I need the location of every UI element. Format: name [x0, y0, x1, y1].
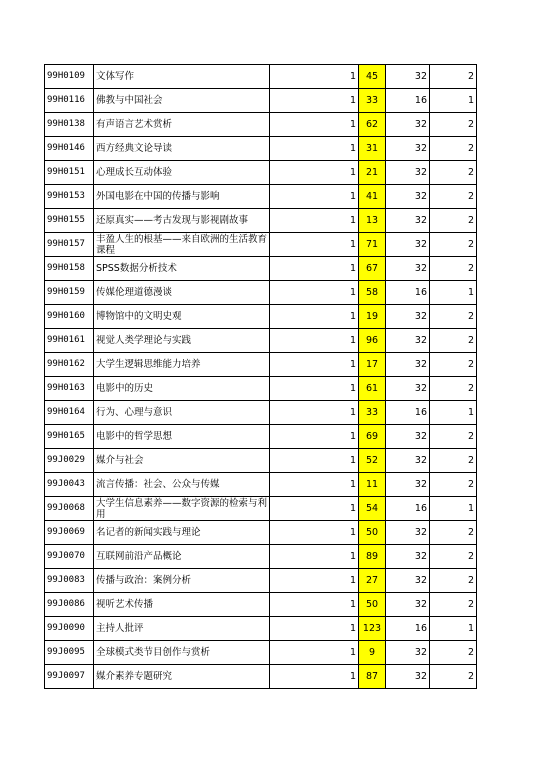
- hours-cell[interactable]: 32: [386, 593, 430, 617]
- table-row[interactable]: [45, 497, 477, 521]
- table-row[interactable]: [45, 137, 477, 161]
- table-row[interactable]: [45, 617, 477, 641]
- course-code-cell[interactable]: 99H0159: [45, 281, 94, 305]
- hours-cell[interactable]: 16: [386, 617, 430, 641]
- hours-cell[interactable]: 32: [386, 65, 430, 89]
- count-cell[interactable]: 1: [270, 377, 359, 401]
- credits-cell[interactable]: 2: [430, 209, 477, 233]
- table-row[interactable]: [45, 161, 477, 185]
- enrollment-cell[interactable]: 11: [359, 473, 386, 497]
- credits-cell[interactable]: 2: [430, 593, 477, 617]
- course-code-cell[interactable]: 99H0158: [45, 257, 94, 281]
- course-name-cell[interactable]: 电影中的历史: [94, 377, 270, 401]
- course-code-cell[interactable]: 99J0086: [45, 593, 94, 617]
- course-name-cell[interactable]: 西方经典文论导读: [94, 137, 270, 161]
- table-row[interactable]: [45, 473, 477, 497]
- course-code-cell[interactable]: 99H0153: [45, 185, 94, 209]
- course-code-cell[interactable]: 99H0155: [45, 209, 94, 233]
- enrollment-cell[interactable]: 54: [359, 497, 386, 521]
- hours-cell[interactable]: 32: [386, 569, 430, 593]
- table-row[interactable]: [45, 209, 477, 233]
- hours-cell[interactable]: 16: [386, 401, 430, 425]
- course-code-cell[interactable]: 99H0151: [45, 161, 94, 185]
- credits-cell[interactable]: 2: [430, 113, 477, 137]
- table-row[interactable]: [45, 545, 477, 569]
- hours-cell[interactable]: 32: [386, 665, 430, 689]
- count-cell[interactable]: 1: [270, 137, 359, 161]
- hours-cell[interactable]: 32: [386, 209, 430, 233]
- course-name-cell[interactable]: 互联网前沿产品概论: [94, 545, 270, 569]
- enrollment-cell[interactable]: 69: [359, 425, 386, 449]
- enrollment-cell[interactable]: 21: [359, 161, 386, 185]
- enrollment-cell[interactable]: 27: [359, 569, 386, 593]
- course-name-cell[interactable]: 媒介素养专题研究: [94, 665, 270, 689]
- enrollment-cell[interactable]: 87: [359, 665, 386, 689]
- count-cell[interactable]: 1: [270, 113, 359, 137]
- hours-cell[interactable]: 32: [386, 353, 430, 377]
- hours-cell[interactable]: 32: [386, 425, 430, 449]
- course-code-cell[interactable]: 99J0083: [45, 569, 94, 593]
- hours-cell[interactable]: 32: [386, 185, 430, 209]
- enrollment-cell[interactable]: 13: [359, 209, 386, 233]
- count-cell[interactable]: 1: [270, 209, 359, 233]
- count-cell[interactable]: 1: [270, 161, 359, 185]
- enrollment-cell[interactable]: 67: [359, 257, 386, 281]
- count-cell[interactable]: 1: [270, 257, 359, 281]
- course-code-cell[interactable]: 99H0157: [45, 233, 94, 257]
- count-cell[interactable]: 1: [270, 65, 359, 89]
- hours-cell[interactable]: 16: [386, 281, 430, 305]
- hours-cell[interactable]: 32: [386, 137, 430, 161]
- table-row[interactable]: [45, 113, 477, 137]
- course-name-cell[interactable]: 传媒伦理道德漫谈: [94, 281, 270, 305]
- enrollment-cell[interactable]: 52: [359, 449, 386, 473]
- course-name-cell[interactable]: 流言传播：社会、公众与传媒: [94, 473, 270, 497]
- table-row[interactable]: [45, 233, 477, 257]
- course-name-cell[interactable]: 佛教与中国社会: [94, 89, 270, 113]
- table-row[interactable]: [45, 281, 477, 305]
- table-row[interactable]: [45, 257, 477, 281]
- table-row[interactable]: [45, 89, 477, 113]
- count-cell[interactable]: 1: [270, 473, 359, 497]
- credits-cell[interactable]: 2: [430, 425, 477, 449]
- course-name-cell[interactable]: 电影中的哲学思想: [94, 425, 270, 449]
- hours-cell[interactable]: 16: [386, 497, 430, 521]
- count-cell[interactable]: 1: [270, 401, 359, 425]
- enrollment-cell[interactable]: 31: [359, 137, 386, 161]
- course-code-cell[interactable]: 99J0095: [45, 641, 94, 665]
- count-cell[interactable]: 1: [270, 281, 359, 305]
- table-row[interactable]: [45, 665, 477, 689]
- credits-cell[interactable]: 2: [430, 473, 477, 497]
- count-cell[interactable]: 1: [270, 521, 359, 545]
- credits-cell[interactable]: 1: [430, 497, 477, 521]
- credits-cell[interactable]: 2: [430, 329, 477, 353]
- course-name-cell[interactable]: 名记者的新闻实践与理论: [94, 521, 270, 545]
- count-cell[interactable]: 1: [270, 665, 359, 689]
- count-cell[interactable]: 1: [270, 593, 359, 617]
- enrollment-cell[interactable]: 41: [359, 185, 386, 209]
- table-row[interactable]: [45, 353, 477, 377]
- course-name-cell[interactable]: 丰盈人生的根基——来自欧洲的生活教育课程: [94, 233, 270, 257]
- credits-cell[interactable]: 2: [430, 65, 477, 89]
- course-name-cell[interactable]: 还原真实——考古发现与影视剧故事: [94, 209, 270, 233]
- count-cell[interactable]: 1: [270, 425, 359, 449]
- credits-cell[interactable]: 2: [430, 257, 477, 281]
- course-code-cell[interactable]: 99J0068: [45, 497, 94, 521]
- enrollment-cell[interactable]: 50: [359, 593, 386, 617]
- credits-cell[interactable]: 2: [430, 185, 477, 209]
- table-row[interactable]: [45, 449, 477, 473]
- course-table-body: [45, 65, 477, 689]
- hours-cell[interactable]: 32: [386, 473, 430, 497]
- hours-cell[interactable]: 32: [386, 449, 430, 473]
- credits-cell[interactable]: 2: [430, 233, 477, 257]
- course-code-cell[interactable]: 99J0097: [45, 665, 94, 689]
- count-cell[interactable]: 1: [270, 185, 359, 209]
- enrollment-cell[interactable]: 19: [359, 305, 386, 329]
- table-row[interactable]: [45, 377, 477, 401]
- table-row[interactable]: [45, 185, 477, 209]
- enrollment-cell[interactable]: 33: [359, 89, 386, 113]
- credits-cell[interactable]: 2: [430, 521, 477, 545]
- table-row[interactable]: [45, 401, 477, 425]
- course-name-cell[interactable]: 全球模式类节目创作与赏析: [94, 641, 270, 665]
- course-code-cell[interactable]: 99H0109: [45, 65, 94, 89]
- hours-cell[interactable]: 32: [386, 113, 430, 137]
- enrollment-cell[interactable]: 62: [359, 113, 386, 137]
- table-row[interactable]: [45, 569, 477, 593]
- credits-cell[interactable]: 2: [430, 665, 477, 689]
- course-name-cell[interactable]: 媒介与社会: [94, 449, 270, 473]
- course-name-cell[interactable]: 大学生逻辑思维能力培养: [94, 353, 270, 377]
- course-code-cell[interactable]: 99H0160: [45, 305, 94, 329]
- hours-cell[interactable]: 32: [386, 545, 430, 569]
- course-code-cell[interactable]: 99J0043: [45, 473, 94, 497]
- course-name-cell[interactable]: 行为、心理与意识: [94, 401, 270, 425]
- course-code-cell[interactable]: 99H0164: [45, 401, 94, 425]
- hours-cell[interactable]: 32: [386, 521, 430, 545]
- hours-cell[interactable]: 32: [386, 305, 430, 329]
- course-name-cell[interactable]: 大学生信息素养——数字资源的检索与利用: [94, 497, 270, 521]
- hours-cell[interactable]: 32: [386, 641, 430, 665]
- course-table: [44, 64, 477, 689]
- course-code-cell[interactable]: 99J0029: [45, 449, 94, 473]
- course-name-cell[interactable]: 主持人批评: [94, 617, 270, 641]
- course-code-cell[interactable]: 99H0146: [45, 137, 94, 161]
- credits-cell[interactable]: 2: [430, 305, 477, 329]
- count-cell[interactable]: 1: [270, 497, 359, 521]
- count-cell[interactable]: 1: [270, 305, 359, 329]
- table-row[interactable]: [45, 425, 477, 449]
- credits-cell[interactable]: 2: [430, 449, 477, 473]
- credits-cell[interactable]: 2: [430, 353, 477, 377]
- credits-cell[interactable]: 2: [430, 641, 477, 665]
- hours-cell[interactable]: 32: [386, 161, 430, 185]
- enrollment-cell[interactable]: 50: [359, 521, 386, 545]
- count-cell[interactable]: 1: [270, 569, 359, 593]
- count-cell[interactable]: 1: [270, 449, 359, 473]
- count-cell[interactable]: 1: [270, 353, 359, 377]
- enrollment-cell[interactable]: 17: [359, 353, 386, 377]
- course-name-cell[interactable]: 博物馆中的文明史观: [94, 305, 270, 329]
- credits-cell[interactable]: 1: [430, 401, 477, 425]
- enrollment-cell[interactable]: 96: [359, 329, 386, 353]
- hours-cell[interactable]: 32: [386, 377, 430, 401]
- count-cell[interactable]: 1: [270, 617, 359, 641]
- count-cell[interactable]: 1: [270, 329, 359, 353]
- course-code-cell[interactable]: 99H0165: [45, 425, 94, 449]
- hours-cell[interactable]: 32: [386, 329, 430, 353]
- count-cell[interactable]: 1: [270, 233, 359, 257]
- course-name-cell[interactable]: 视觉人类学理论与实践: [94, 329, 270, 353]
- hours-cell[interactable]: 16: [386, 89, 430, 113]
- count-cell[interactable]: 1: [270, 545, 359, 569]
- credits-cell[interactable]: 1: [430, 281, 477, 305]
- course-code-cell[interactable]: 99H0116: [45, 89, 94, 113]
- enrollment-cell[interactable]: 61: [359, 377, 386, 401]
- course-code-cell[interactable]: 99H0161: [45, 329, 94, 353]
- course-code-cell[interactable]: 99J0090: [45, 617, 94, 641]
- enrollment-cell[interactable]: 9: [359, 641, 386, 665]
- course-name-cell[interactable]: 外国电影在中国的传播与影响: [94, 185, 270, 209]
- course-code-cell[interactable]: 99H0162: [45, 353, 94, 377]
- count-cell[interactable]: 1: [270, 89, 359, 113]
- course-code-cell[interactable]: 99H0163: [45, 377, 94, 401]
- course-name-cell[interactable]: 有声语言艺术赏析: [94, 113, 270, 137]
- credits-cell[interactable]: 2: [430, 161, 477, 185]
- enrollment-cell[interactable]: 123: [359, 617, 386, 641]
- course-code-cell[interactable]: 99H0138: [45, 113, 94, 137]
- enrollment-cell[interactable]: 71: [359, 233, 386, 257]
- count-cell[interactable]: 1: [270, 641, 359, 665]
- credits-cell[interactable]: 2: [430, 545, 477, 569]
- course-code-cell[interactable]: 99J0070: [45, 545, 94, 569]
- credits-cell[interactable]: 2: [430, 377, 477, 401]
- spreadsheet-area: [44, 64, 539, 704]
- table-row[interactable]: [45, 305, 477, 329]
- table-row[interactable]: [45, 521, 477, 545]
- course-code-cell[interactable]: 99J0069: [45, 521, 94, 545]
- course-name-cell[interactable]: 传播与政治：案例分析: [94, 569, 270, 593]
- credits-cell[interactable]: 1: [430, 617, 477, 641]
- hours-cell[interactable]: 32: [386, 233, 430, 257]
- course-name-cell[interactable]: 心理成长互动体验: [94, 161, 270, 185]
- table-row[interactable]: [45, 329, 477, 353]
- credits-cell[interactable]: 1: [430, 89, 477, 113]
- course-name-cell[interactable]: 文体写作: [94, 65, 270, 89]
- table-row[interactable]: [45, 593, 477, 617]
- enrollment-cell[interactable]: 45: [359, 65, 386, 89]
- credits-cell[interactable]: 2: [430, 569, 477, 593]
- enrollment-cell[interactable]: 89: [359, 545, 386, 569]
- course-name-cell[interactable]: SPSS数据分析技术: [94, 257, 270, 281]
- table-row[interactable]: [45, 641, 477, 665]
- enrollment-cell[interactable]: 33: [359, 401, 386, 425]
- table-row[interactable]: [45, 65, 477, 89]
- credits-cell[interactable]: 2: [430, 137, 477, 161]
- enrollment-cell[interactable]: 58: [359, 281, 386, 305]
- course-name-cell[interactable]: 视听艺术传播: [94, 593, 270, 617]
- hours-cell[interactable]: 32: [386, 257, 430, 281]
